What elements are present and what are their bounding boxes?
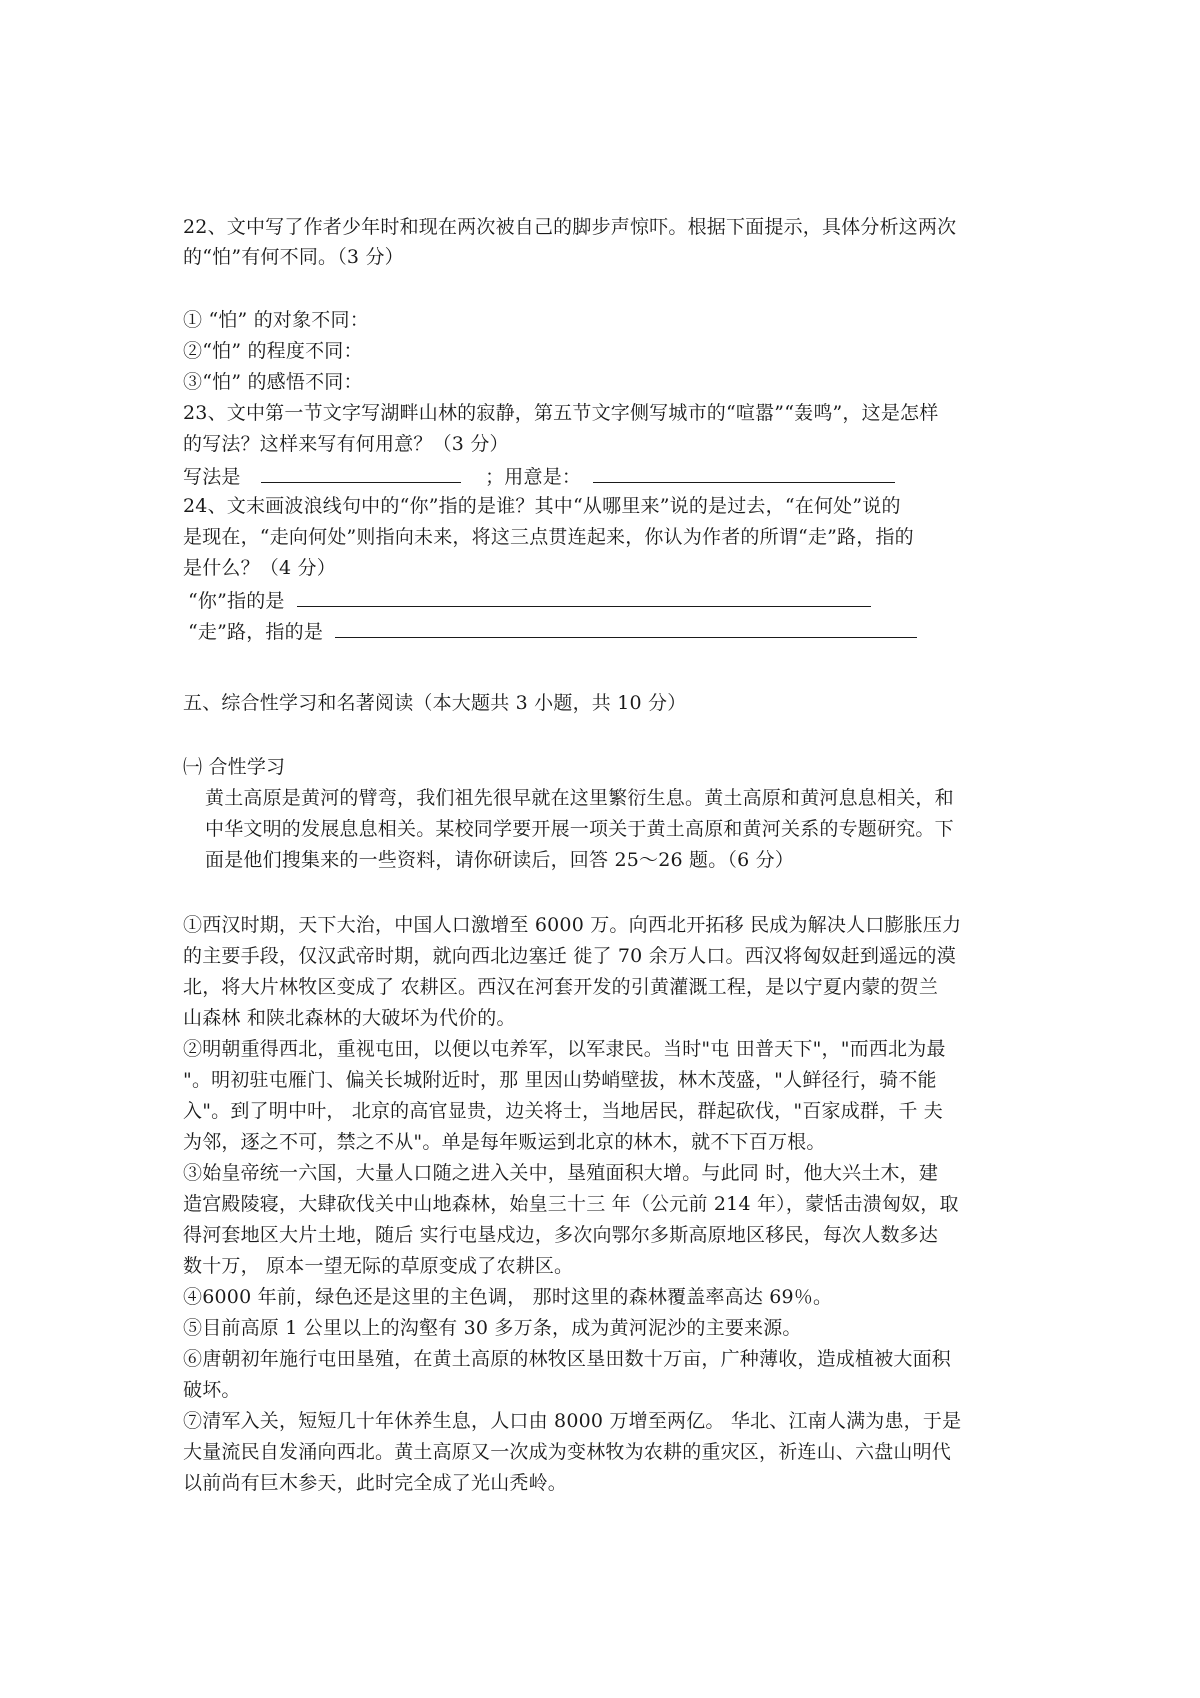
q22-text-line-2: 的“怕”有何不同。（3 分） bbox=[183, 246, 404, 268]
q24-you-blank[interactable] bbox=[297, 584, 871, 607]
material-line: ②明朝重得西北，重视屯田，以便以屯养军，以军隶民。当时"屯 田普天下"，"而西北为最 bbox=[183, 1038, 946, 1060]
section-5-subtitle: ㈠ 合性学习 bbox=[183, 756, 286, 778]
material-line: 破坏。 bbox=[183, 1379, 241, 1401]
q22-text-line-1: 22、文中写了作者少年时和现在两次被自己的脚步声惊吓。根据下面提示，具体分析这两次 bbox=[183, 216, 957, 238]
q23-purpose-blank[interactable] bbox=[593, 460, 895, 483]
q24-answer-line-2 bbox=[188, 615, 917, 645]
material-line: 以前尚有巨木参天，此时完全成了光山秃岭。 bbox=[183, 1472, 568, 1494]
q24-walk-blank[interactable] bbox=[335, 615, 917, 638]
q22-item-2: ②“怕” 的程度不同： bbox=[183, 340, 363, 362]
material-line: 大量流民自发涌向西北。黄土高原又一次成为变林牧为农耕的重灾区，祈连山、六盘山明代 bbox=[183, 1441, 952, 1463]
q24-text-line-3: 是什么？（4 分） bbox=[183, 557, 336, 579]
material-line: ④6000 年前，绿色还是这里的主色调， 那时这里的森林覆盖率高达 69％。 bbox=[183, 1286, 833, 1308]
material-line: ①西汉时期，天下大治，中国人口激增至 6000 万。向西北开拓移 民成为解决人口膨胀压力 bbox=[183, 914, 962, 936]
material-line: 为邻，逐之不可，禁之不从"。单是每年贩运到北京的林木，就不下百万根。 bbox=[183, 1131, 826, 1153]
material-line: ⑥唐朝初年施行屯田垦殖，在黄土高原的林牧区垦田数十万亩，广种薄收，造成植被大面积 bbox=[183, 1348, 952, 1370]
q24-answer-line-1 bbox=[188, 584, 871, 614]
material-line: 数十万， 原本一望无际的草原变成了农耕区。 bbox=[183, 1255, 574, 1277]
q24-you-label: “你”指的是 bbox=[188, 590, 285, 612]
material-line: 造宫殿陵寝，大肆砍伐关中山地森林，始皇三十三 年（公元前 214 年），蒙恬击溃匈奴，取 bbox=[183, 1193, 959, 1215]
q23-method-blank[interactable] bbox=[261, 460, 461, 483]
material-line: 北，将大片林牧区变成了 农耕区。西汉在河套开发的引黄灌溉工程，是以宁夏内蒙的贺兰 bbox=[183, 976, 939, 998]
intro-line-1: 黄土高原是黄河的臂弯，我们祖先很早就在这里繁衍生息。黄土高原和黄河息息相关，和 bbox=[205, 787, 954, 809]
q23-text-line-1: 23、文中第一节文字写湖畔山林的寂静，第五节文字侧写城市的“喧嚣”“轰鸣”，这是怎样 bbox=[183, 402, 939, 424]
material-line: ③始皇帝统一六国，大量人口随之进入关中，垦殖面积大增。与此同 时，他大兴土木，建 bbox=[183, 1162, 939, 1184]
material-line: ⑦清军入关，短短几十年休养生息，人口由 8000 万增至两亿。 华北、江南人满为患，于是 bbox=[183, 1410, 962, 1432]
q24-text-line-1: 24、文末画波浪线句中的“你”指的是谁？其中“从哪里来”说的是过去，“在何处”说的 bbox=[183, 495, 901, 517]
q22-item-3: ③“怕” 的感悟不同： bbox=[183, 371, 363, 393]
q23-text-line-2: 的写法？这样来写有何用意？（3 分） bbox=[183, 433, 509, 455]
q24-walk-label: “走”路，指的是 bbox=[188, 621, 324, 643]
q24-text-line-2: 是现在，“走向何处”则指向未来，将这三点贯连起来，你认为作者的所谓“走”路，指的 bbox=[183, 526, 914, 548]
intro-line-3: 面是他们搜集来的一些资料，请你研读后，回答 25～26 题。（6 分） bbox=[205, 849, 795, 871]
material-line: 入"。到了明中叶， 北京的高官显贵，边关将士，当地居民，群起砍伐，"百家成群，千 夫 bbox=[183, 1100, 943, 1122]
q23-method-label: 写法是 bbox=[183, 466, 241, 488]
material-line: ⑤目前高原 1 公里以上的沟壑有 30 多万条，成为黄河泥沙的主要来源。 bbox=[183, 1317, 802, 1339]
material-line: 得河套地区大片土地，随后 实行屯垦戍边，多次向鄂尔多斯高原地区移民，每次人数多达 bbox=[183, 1224, 939, 1246]
q23-answer-line bbox=[183, 460, 895, 490]
material-line: 的主要手段，仅汉武帝时期，就向西北边塞迁 徙了 70 余万人口。西汉将匈奴赶到遥远的漠 bbox=[183, 945, 956, 967]
section-5-title: 五、综合性学习和名著阅读（本大题共 3 小题，共 10 分） bbox=[183, 692, 687, 714]
q22-item-1: ① “怕” 的对象不同： bbox=[183, 309, 369, 331]
material-line: 山森林 和陕北森林的大破坏为代价的。 bbox=[183, 1007, 516, 1029]
material-line: "。明初驻屯雁门、偏关长城附近时，那 里因山势峭壁拔，林木茂盛，"人鲜径行，骑不能 bbox=[183, 1069, 937, 1091]
q23-purpose-label: ；用意是： bbox=[485, 466, 582, 488]
intro-line-2: 中华文明的发展息息相关。某校同学要开展一项关于黄土高原和黄河关系的专题研究。下 bbox=[205, 818, 954, 840]
